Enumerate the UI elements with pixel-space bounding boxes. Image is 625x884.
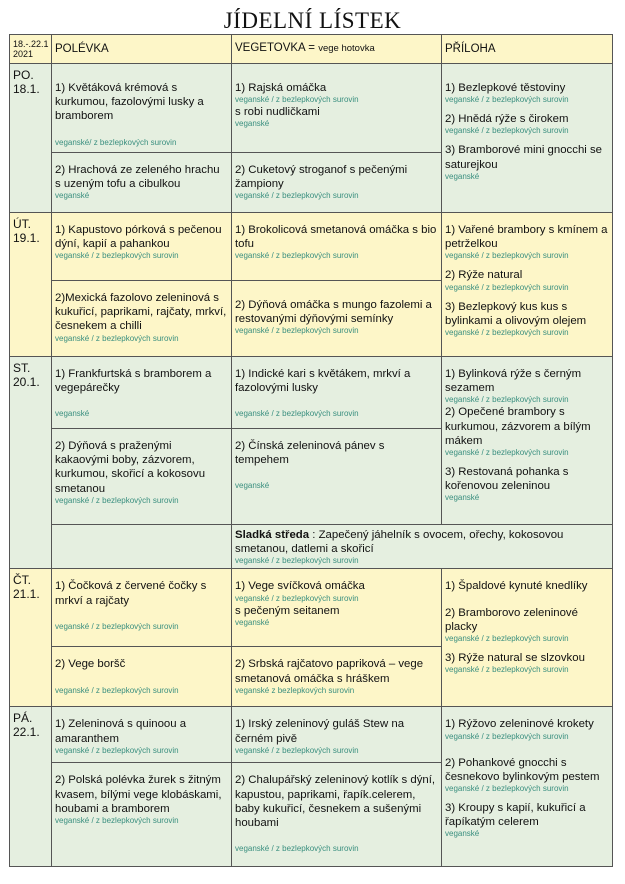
day-cell-tue <box>10 213 52 357</box>
menu-item: 2) Čínská zeleninová pánev s tempehem <box>235 440 385 467</box>
diet-tag: veganské z bezlepkových surovin <box>235 685 355 695</box>
column-header-veg-note: vege hotovka <box>318 43 375 55</box>
diet-tag: veganské / z bezlepkových surovin <box>445 126 569 136</box>
diet-tag: veganské <box>235 617 270 627</box>
day-cell-wed <box>10 357 52 569</box>
diet-tag: veganské / z bezlepkových surovin <box>55 333 179 343</box>
day-row-wed-3 <box>10 525 613 569</box>
diet-tag: veganské / z bezlepkových surovin <box>235 95 359 105</box>
soup-cell <box>52 569 232 647</box>
sweet-text: : Zapečený jáhelník s ovocem, ořechy, kokosovou smetanou, datlemi a skořicí <box>235 529 564 556</box>
menu-item: 1) Rýžovo zeleninové krokety <box>445 718 594 731</box>
diet-tag: veganské / z bezlepkových surovin <box>445 251 569 261</box>
menu-item: 2) Dýňová omáčka s mungo fazolemi a restovanými dýňovými semínky <box>235 299 432 326</box>
diet-tag: veganské/ z bezlepkových surovin <box>55 137 177 147</box>
diet-tag: veganské / z bezlepkových surovin <box>235 251 359 261</box>
diet-tag: veganské / z bezlepkových surovin <box>235 844 359 854</box>
side-cell <box>442 357 613 525</box>
diet-tag: veganské / z bezlepkových surovin <box>235 745 359 755</box>
soup-cell-empty <box>52 525 232 569</box>
side-cell <box>442 64 613 213</box>
diet-tag: veganské <box>55 191 90 201</box>
veg-cell <box>232 647 442 707</box>
diet-tag: veganské / z bezlepkových surovin <box>445 784 569 794</box>
diet-tag: veganské <box>55 409 90 419</box>
menu-item: 1) Indické kari s květákem, mrkví a fazolovými lusky <box>235 368 411 395</box>
diet-tag: veganské / z bezlepkových surovin <box>235 556 359 566</box>
menu-item: 1) Zeleninová s quinoou a amaranthem <box>55 718 187 745</box>
diet-tag: veganské / z bezlepkových surovin <box>445 731 569 741</box>
header-row <box>10 35 613 64</box>
menu-item: 2)Mexická fazolovo zeleninová s kukuřicí, paprikami, rajčaty, mrkví, česnekem a chilli <box>55 292 227 333</box>
menu-item: 1) Bylinková rýže s černým sezamem <box>445 368 582 395</box>
diet-tag: veganské / z bezlepkových surovin <box>445 95 569 105</box>
day-cell-mon <box>10 64 52 213</box>
diet-tag: veganské / z bezlepkových surovin <box>235 409 359 419</box>
diet-tag: veganské / z bezlepkových surovin <box>55 745 179 755</box>
veg-cell <box>232 213 442 281</box>
soup-cell <box>52 429 232 525</box>
diet-tag: veganské / z bezlepkových surovin <box>235 326 359 336</box>
menu-item: 1) Brokolicová smetanová omáčka s bio tofu <box>235 224 437 251</box>
menu-item-extra: s robi nudličkami <box>235 106 320 119</box>
menu-item: 1) Čočková z červené čočky s mrkví a rajčaty <box>55 580 207 607</box>
day-row-mon <box>10 64 613 153</box>
menu-item: 2) Hrachová ze zeleného hrachu s uzeným tofu a cibulkou <box>55 164 220 191</box>
menu-item: 2) Cuketový stroganof s pečenými žampiony <box>235 164 408 191</box>
veg-cell <box>232 763 442 867</box>
menu-item: 2) Srbská rajčatovo papriková – vege smetanová omáčka s hráškem <box>235 658 424 685</box>
column-header-side: PŘÍLOHA <box>442 35 613 64</box>
day-row-thu <box>10 569 613 647</box>
day-label: ÚT. <box>13 217 31 231</box>
diet-tag: veganské <box>445 829 480 839</box>
day-cell-fri <box>10 707 52 867</box>
menu-item: 1) Kapustovo pórková s pečenou dýní, kapií a pahankou <box>55 224 222 251</box>
day-date: 20.1. <box>13 375 40 389</box>
soup-cell <box>52 64 232 153</box>
menu-item: 2) Rýže natural <box>445 269 523 282</box>
menu-table <box>9 34 613 867</box>
day-date: 22.1. <box>13 725 40 740</box>
veg-cell <box>232 64 442 153</box>
side-cell <box>442 707 613 867</box>
menu-item: 2) Hnědá rýže s čirokem <box>445 113 569 126</box>
diet-tag: veganské <box>445 493 480 503</box>
diet-tag: veganské / z bezlepkových surovin <box>445 448 569 458</box>
menu-item: 2) Opečené brambory s kurkumou, zázvorem a bílým mákem <box>445 406 591 447</box>
menu-item: 3) Rýže natural se slzovkou <box>445 652 585 665</box>
veg-cell <box>232 357 442 429</box>
page-title: JÍDELNÍ LÍSTEK <box>223 8 402 33</box>
diet-tag: veganské / z bezlepkových surovin <box>55 251 179 261</box>
menu-item: 1) Irský zeleninový guláš Stew na černém pivě <box>235 718 405 745</box>
sweet-wednesday-cell <box>232 525 613 569</box>
veg-cell <box>232 569 442 647</box>
day-cell-thu <box>10 569 52 707</box>
menu-item: 1) Květáková krémová s kurkumou, fazolovými lusky a bramborem <box>55 82 204 123</box>
diet-tag: veganské / z bezlepkových surovin <box>445 634 569 644</box>
diet-tag: veganské / z bezlepkových surovin <box>445 395 569 405</box>
day-label: ST. <box>13 361 31 375</box>
menu-item: 3) Bramborové mini gnocchi se saturejkou <box>445 144 603 171</box>
diet-tag: veganské / z bezlepkových surovin <box>445 665 569 675</box>
day-row-tue <box>10 213 613 281</box>
diet-tag: veganské <box>235 481 270 491</box>
diet-tag: veganské / z bezlepkových surovin <box>445 328 569 338</box>
veg-cell <box>232 153 442 213</box>
menu-item: 2) Polská polévka žurek s žitným kvasem, bílými vege klobáskami, houbami a bramborem <box>55 774 222 815</box>
menu-item: 3) Kroupy s kapií, kukuřicí a řapíkatým celerem <box>445 802 586 829</box>
diet-tag: veganské / z bezlepkových surovin <box>235 191 359 201</box>
diet-tag: veganské / z bezlepkových surovin <box>55 621 179 631</box>
menu-item: 3) Restovaná pohanka s kořenovou zeleninou <box>445 466 569 493</box>
diet-tag: veganské / z bezlepkových surovin <box>55 816 179 826</box>
diet-tag: veganské / z bezlepkových surovin <box>235 593 359 603</box>
day-label: PÁ. <box>13 711 33 726</box>
menu-item: 1) Bezlepkové těstoviny <box>445 82 566 94</box>
soup-cell <box>52 213 232 281</box>
menu-item: 1) Vege svíčková omáčka <box>235 580 365 593</box>
diet-tag: veganské / z bezlepkových surovin <box>55 685 179 695</box>
menu-item: 2) Pohankové gnocchi s česnekovo bylinkovým pestem <box>445 756 600 783</box>
veg-cell <box>232 281 442 357</box>
menu-item-extra: s pečeným seitanem <box>235 604 340 617</box>
soup-cell <box>52 707 232 763</box>
sweet-label: Sladká středa <box>235 529 310 541</box>
column-header-veg-label: VEGETOVKA = <box>235 42 316 55</box>
menu-item: 2) Bramborovo zeleninové placky <box>445 606 578 633</box>
date-range: 18.-.22.1 2021 <box>10 35 52 64</box>
menu-item: 1) Špaldové kynuté knedlíky <box>445 580 588 593</box>
day-date: 18.1. <box>13 82 40 96</box>
menu-item: 1) Frankfurtská s bramborem a vegepárečky <box>55 368 212 395</box>
diet-tag: veganské / z bezlepkových surovin <box>55 495 179 505</box>
menu-item: 1) Rajská omáčka <box>235 82 327 94</box>
diet-tag: veganské / z bezlepkových surovin <box>445 282 569 292</box>
side-cell <box>442 213 613 357</box>
soup-cell <box>52 153 232 213</box>
day-label: PO. <box>13 68 34 82</box>
menu-item: 1) Vařené brambory s kmínem a petrželkou <box>445 224 608 251</box>
veg-cell <box>232 429 442 525</box>
diet-tag: veganské <box>445 171 480 181</box>
soup-cell <box>52 281 232 357</box>
day-date: 21.1. <box>13 587 40 602</box>
day-date: 19.1. <box>13 231 40 245</box>
side-cell <box>442 569 613 707</box>
day-row-fri <box>10 707 613 763</box>
soup-cell <box>52 763 232 867</box>
day-label: ČT. <box>13 573 31 588</box>
menu-item: 2) Vege boršč <box>55 658 126 671</box>
menu-item: 3) Bezlepkový kus kus s bylinkami a olivovým olejem <box>445 300 587 327</box>
veg-cell <box>232 707 442 763</box>
menu-item: 2) Chalupářský zeleninový kotlík s dýní, kapustou, paprikami, řapík.celerem, baby kukuřicí, česnekem a sušenými houbami <box>235 774 436 830</box>
column-header-veg <box>232 35 442 64</box>
soup-cell <box>52 647 232 707</box>
soup-cell <box>52 357 232 429</box>
day-row-wed <box>10 357 613 429</box>
column-header-soup: POLÉVKA <box>52 35 232 64</box>
menu-item: 2) Dýňová s praženými kakaovými boby, zázvorem, kurkumou, skořicí a kokosovu smetanou <box>55 440 206 495</box>
diet-tag: veganské <box>235 119 270 129</box>
